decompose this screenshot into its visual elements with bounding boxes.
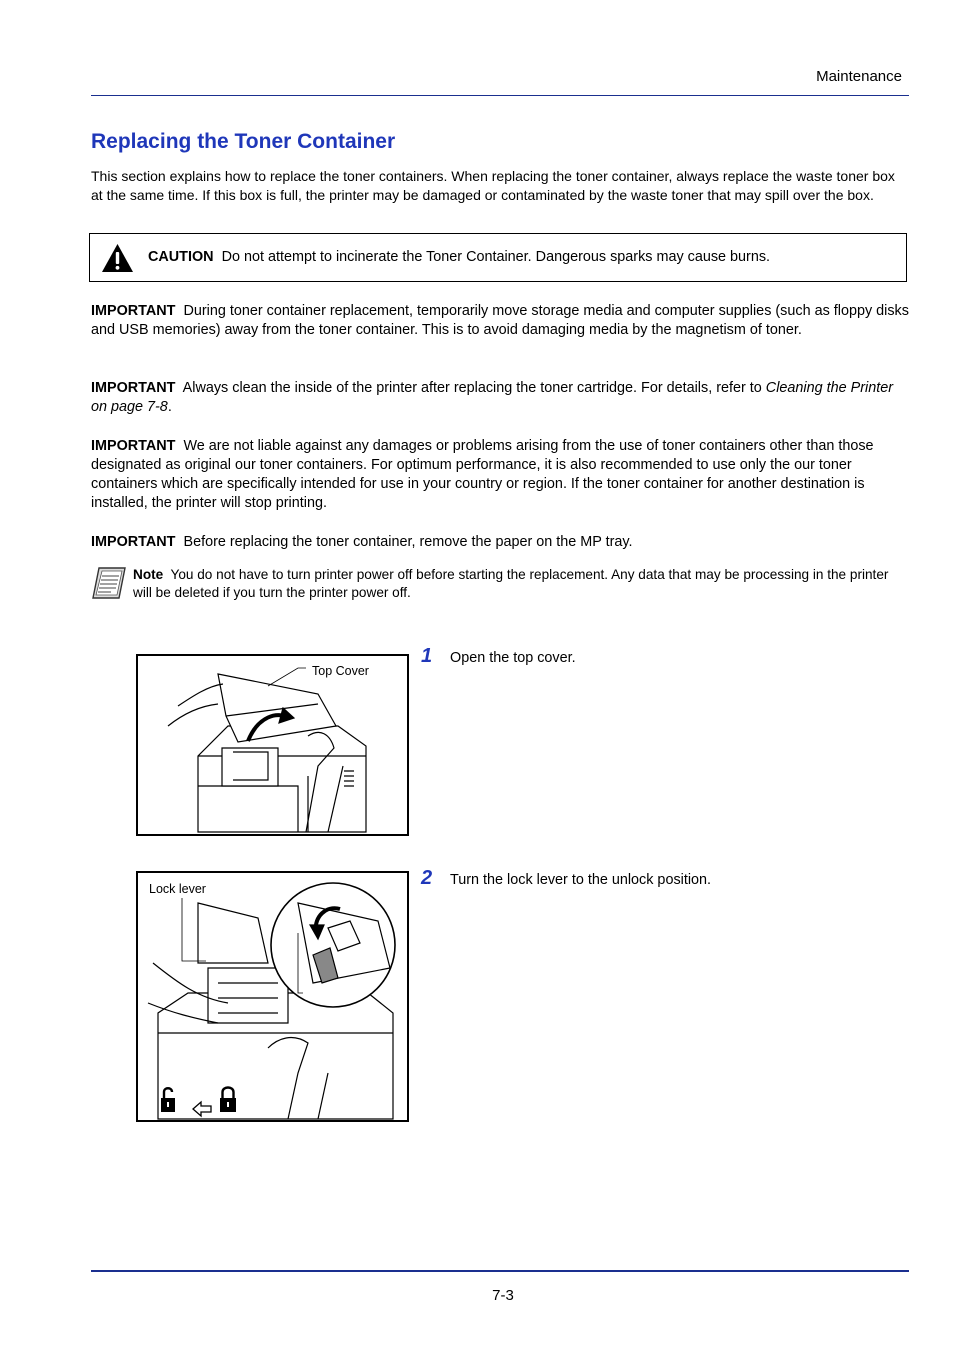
important-text: Always clean the inside of the printer after replacing the toner cartridge. For details, refer to xyxy=(182,380,766,396)
step-number: 2 xyxy=(421,867,433,889)
cross-reference-link[interactable]: Cleaning the Printer on page 7-8 xyxy=(91,380,893,415)
caution-icon xyxy=(101,243,134,273)
step-text: Turn the lock lever to the unlock position. xyxy=(450,872,712,888)
lock-lever-illustration xyxy=(138,873,407,1120)
intro-paragraph: This section explains how to replace the toner containers. When replacing the toner container, always replace the waste toner box at the same time. If this box is full, the printer may be damaged or contaminated by the waste toner that may spill over the box. xyxy=(91,168,895,203)
footer-rule xyxy=(91,1270,909,1272)
header-section-label: Maintenance xyxy=(816,68,902,85)
printer-illustration xyxy=(138,656,407,834)
important-text: We are not liable against any damages or problems arising from the use of toner containers other than those designated as original our toner containers. For optimum performance, it is also recommended to use only the our toner containers which are specifically intended for use in your country or region. If the toner container for another destination is installed, the printer will stop printing. xyxy=(91,438,874,511)
important-text: Before replacing the toner container, remove the paper on the MP tray. xyxy=(183,534,633,550)
important-label: IMPORTANT xyxy=(91,303,176,319)
caution-label: CAUTION xyxy=(148,249,214,265)
figure-lock-lever xyxy=(136,871,409,1122)
figure-open-top-cover xyxy=(136,654,409,836)
note-label: Note xyxy=(133,567,164,582)
page-title: Replacing the Toner Container xyxy=(91,130,396,153)
note-text xyxy=(133,566,909,602)
note-body: You do not have to turn printer power off before starting the replacement. Any data that may be processing in the printer will be deleted if you turn the printer power off. xyxy=(133,567,889,600)
step-number: 1 xyxy=(421,645,433,667)
caution-text xyxy=(148,249,770,265)
caution-box xyxy=(89,233,907,282)
important-label: IMPORTANT xyxy=(91,534,176,550)
important-text: During toner container replacement, temporarily move storage media and computer supplies (such as floppy disks and USB memories) away from the toner container. This is to avoid damaging media by the magnetism of toner. xyxy=(91,303,909,338)
important-label: IMPORTANT xyxy=(91,380,176,396)
important-4 xyxy=(91,533,909,552)
caution-body: Do not attempt to incinerate the Toner Container. Dangerous sparks may cause burns. xyxy=(221,249,771,265)
callout-top-cover: Top Cover xyxy=(312,664,369,678)
header-rule xyxy=(91,95,909,96)
note-icon xyxy=(91,565,127,601)
important-2 xyxy=(91,379,909,417)
callout-lock-lever: Lock lever xyxy=(149,882,206,896)
important-text-end: . xyxy=(167,399,172,415)
page-number: 7-3 xyxy=(492,1287,514,1304)
important-label: IMPORTANT xyxy=(91,438,176,454)
important-1 xyxy=(91,302,909,340)
step-text: Open the top cover. xyxy=(450,650,576,666)
important-3 xyxy=(91,437,909,513)
